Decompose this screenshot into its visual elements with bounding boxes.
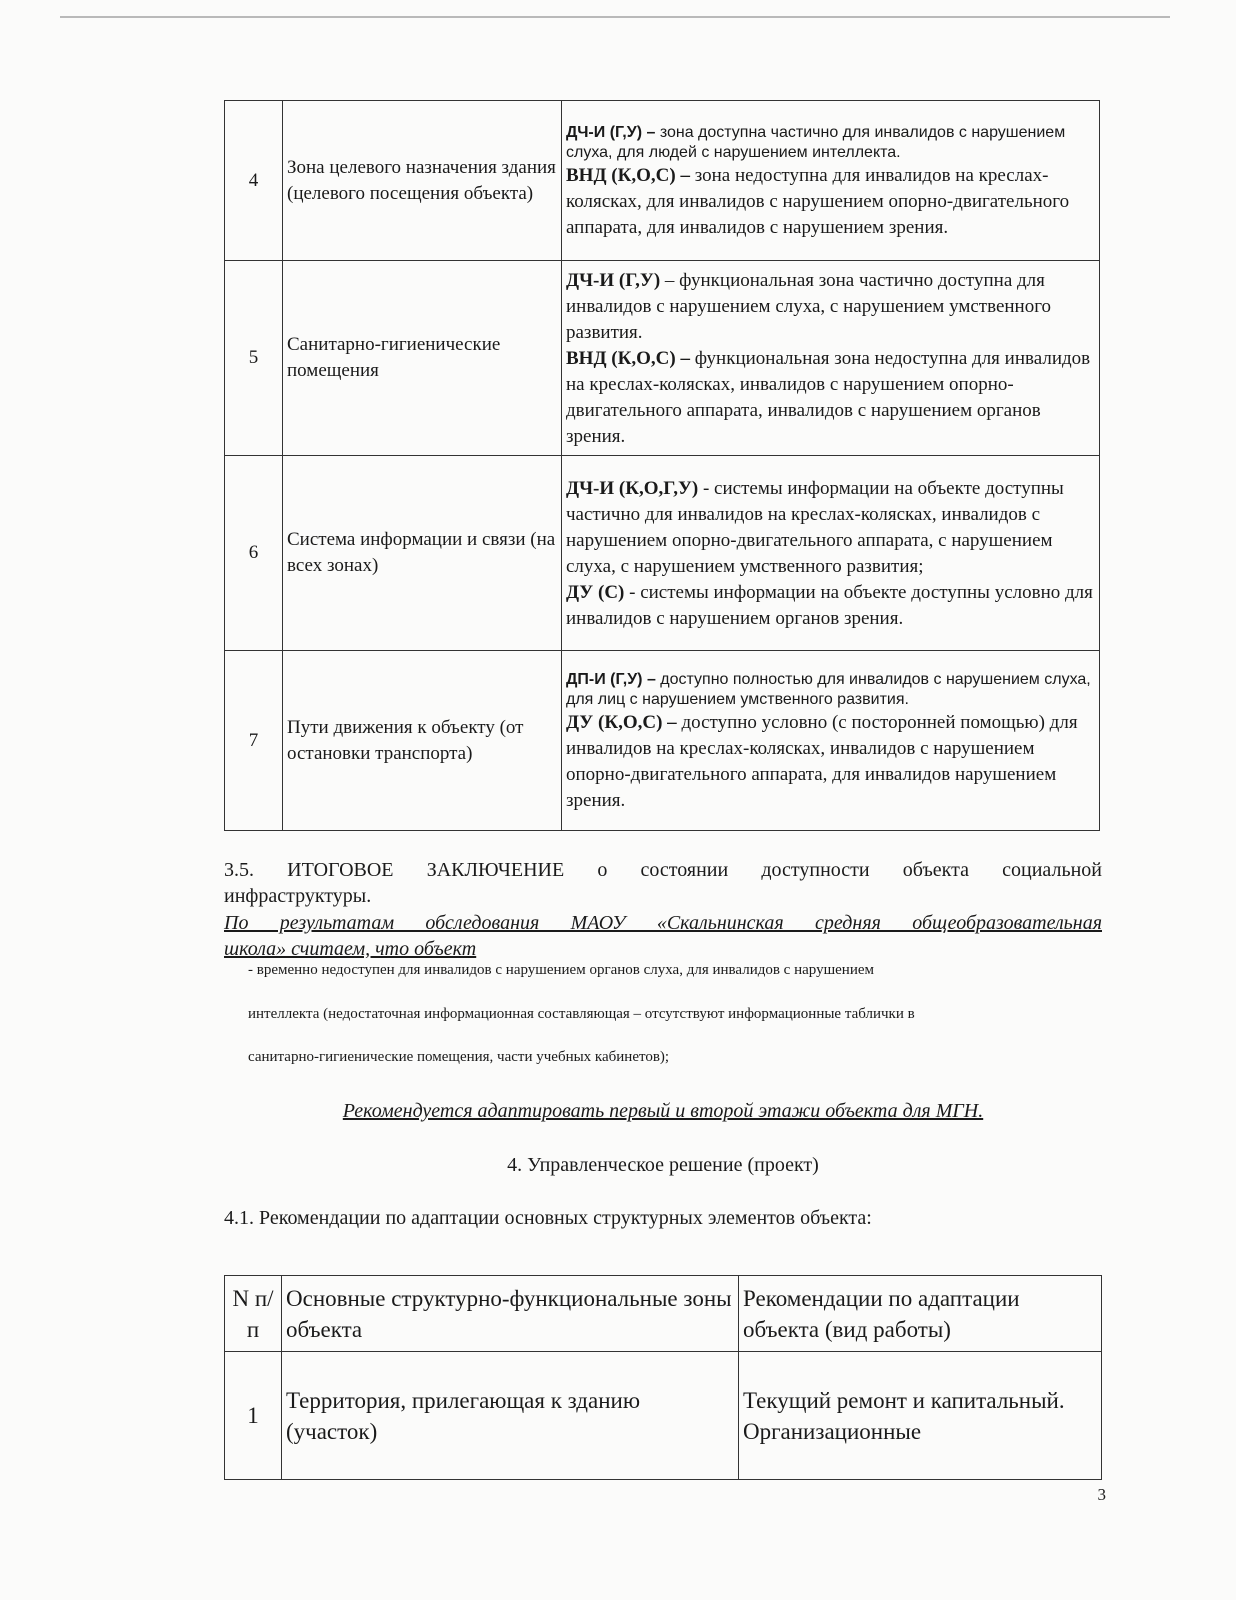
management-subtitle: 4.1. Рекомендации по адаптации основных структурных элементов объекта: [224,1207,872,1229]
status-text: - системы информации на объекте доступны частично для инвалидов на креслах-колясках, инвалидов с нарушением опорно-двигательного аппарата, с нарушением слуха, с нарушением умственного развития; [566,478,1064,577]
table-header-row [225,1276,1102,1352]
zone-name: Зона целевого назначения здания (целевого посещения объекта) [283,101,562,261]
zone-name: Система информации и связи (на всех зонах) [283,456,562,651]
table-row [225,101,1100,261]
detail-line-1: - временно недоступен для инвалидов с нарушением органов слуха, для инвалидов с нарушением [248,962,874,978]
recommendations-table [224,1275,1102,1480]
detail-line-2: интеллекта (недостаточная информационная составляющая – отсутствуют информационные таблички в [248,1006,915,1022]
header-number: N п/п [225,1276,282,1352]
row-number: 1 [225,1352,282,1480]
table-row [225,651,1100,831]
conclusion-heading-line1: 3.5. ИТОГОВОЕ ЗАКЛЮЧЕНИЕ о состоянии доступности объекта социальной [224,859,1102,881]
zone-status [562,101,1100,261]
status-line-1 [566,670,1095,710]
status-text: - системы информации на объекте доступны условно для инвалидов с нарушением органов зрения. [566,582,1093,629]
status-text: функциональная зона недоступна для инвалидов на креслах-колясках, инвалидов с нарушением опорно-двигательного аппарата, инвалидов с нарушением органов зрения. [566,348,1091,447]
zone-name: Территория, прилегающая к зданию (участок) [282,1352,739,1480]
recommendation-cell: Текущий ремонт и капитальный. Организационные [739,1352,1102,1480]
status-label: ДЧ-И (К,О,Г,У) [566,478,699,499]
table-row [225,261,1100,456]
row-number: 5 [225,261,283,456]
status-text: – функциональная зона частично доступна для инвалидов с нарушением слуха, с нарушением умственного развития. [566,270,1052,343]
status-text: зона недоступна для инвалидов на креслах-колясках, для инвалидов с нарушением опорно-двигательного аппарата, для инвалидов с нарушением зрения. [566,164,1070,238]
status-line-2 [566,165,1069,238]
survey-result-line1: По результатам обследования МАОУ «Скальнинская средняя общеобразовательная [224,912,1102,934]
status-label: ВНД (К,О,С) – [566,164,690,186]
zone-name: Пути движения к объекту (от остановки транспорта) [283,651,562,831]
status-label: ДУ (К,О,С) – [566,711,677,733]
row-number: 4 [225,101,283,261]
header-recommendations: Рекомендации по адаптации объекта (вид работы) [739,1276,1102,1352]
page-number: 3 [1097,1485,1106,1504]
table-row [225,1352,1102,1480]
row-number: 6 [225,456,283,651]
status-text: доступно условно (с посторонней помощью) для инвалидов на креслах-колясках, инвалидов с нарушением опорно-двигательного аппарата, для инвалидов нарушением зрения. [566,711,1078,811]
recommendation-text: Рекомендуется адаптировать первый и второй этажи объекта для МГН. [342,1100,984,1122]
row-number: 7 [225,651,283,831]
table-row [225,456,1100,651]
detail-line-3: санитарно-гигиенические помещения, части учебных кабинетов); [248,1049,670,1065]
header-zones: Основные структурно-функциональные зоны объекта [282,1276,739,1352]
status-label: ВНД (К,О,С) – [566,348,690,369]
status-label: ДЧ-И (Г,У) – [566,123,656,141]
status-text: зона доступна частично для инвалидов с нарушением слуха, для людей с нарушением интеллекта. [566,123,1066,161]
status-label: ДП-И (Г,У) – [566,670,656,688]
status-label: ДЧ-И (Г,У) [566,270,661,291]
status-line-2 [566,712,1078,811]
status-text: доступно полностью для инвалидов с нарушением слуха, для лиц с нарушением умственного развития. [566,670,1091,708]
conclusion-heading-line2: инфраструктуры. [224,885,372,907]
management-title: 4. Управленческое решение (проект) [507,1154,819,1176]
zone-status [562,261,1100,456]
zone-name: Санитарно-гигиенические помещения [283,261,562,456]
status-line-1 [566,123,1095,163]
accessibility-zones-table [224,100,1100,831]
zone-status [562,651,1100,831]
survey-result-line2: школа» считаем, что объект [224,938,477,960]
status-label: ДУ (С) [566,582,625,603]
zone-status [562,456,1100,651]
top-rule [60,16,1170,18]
